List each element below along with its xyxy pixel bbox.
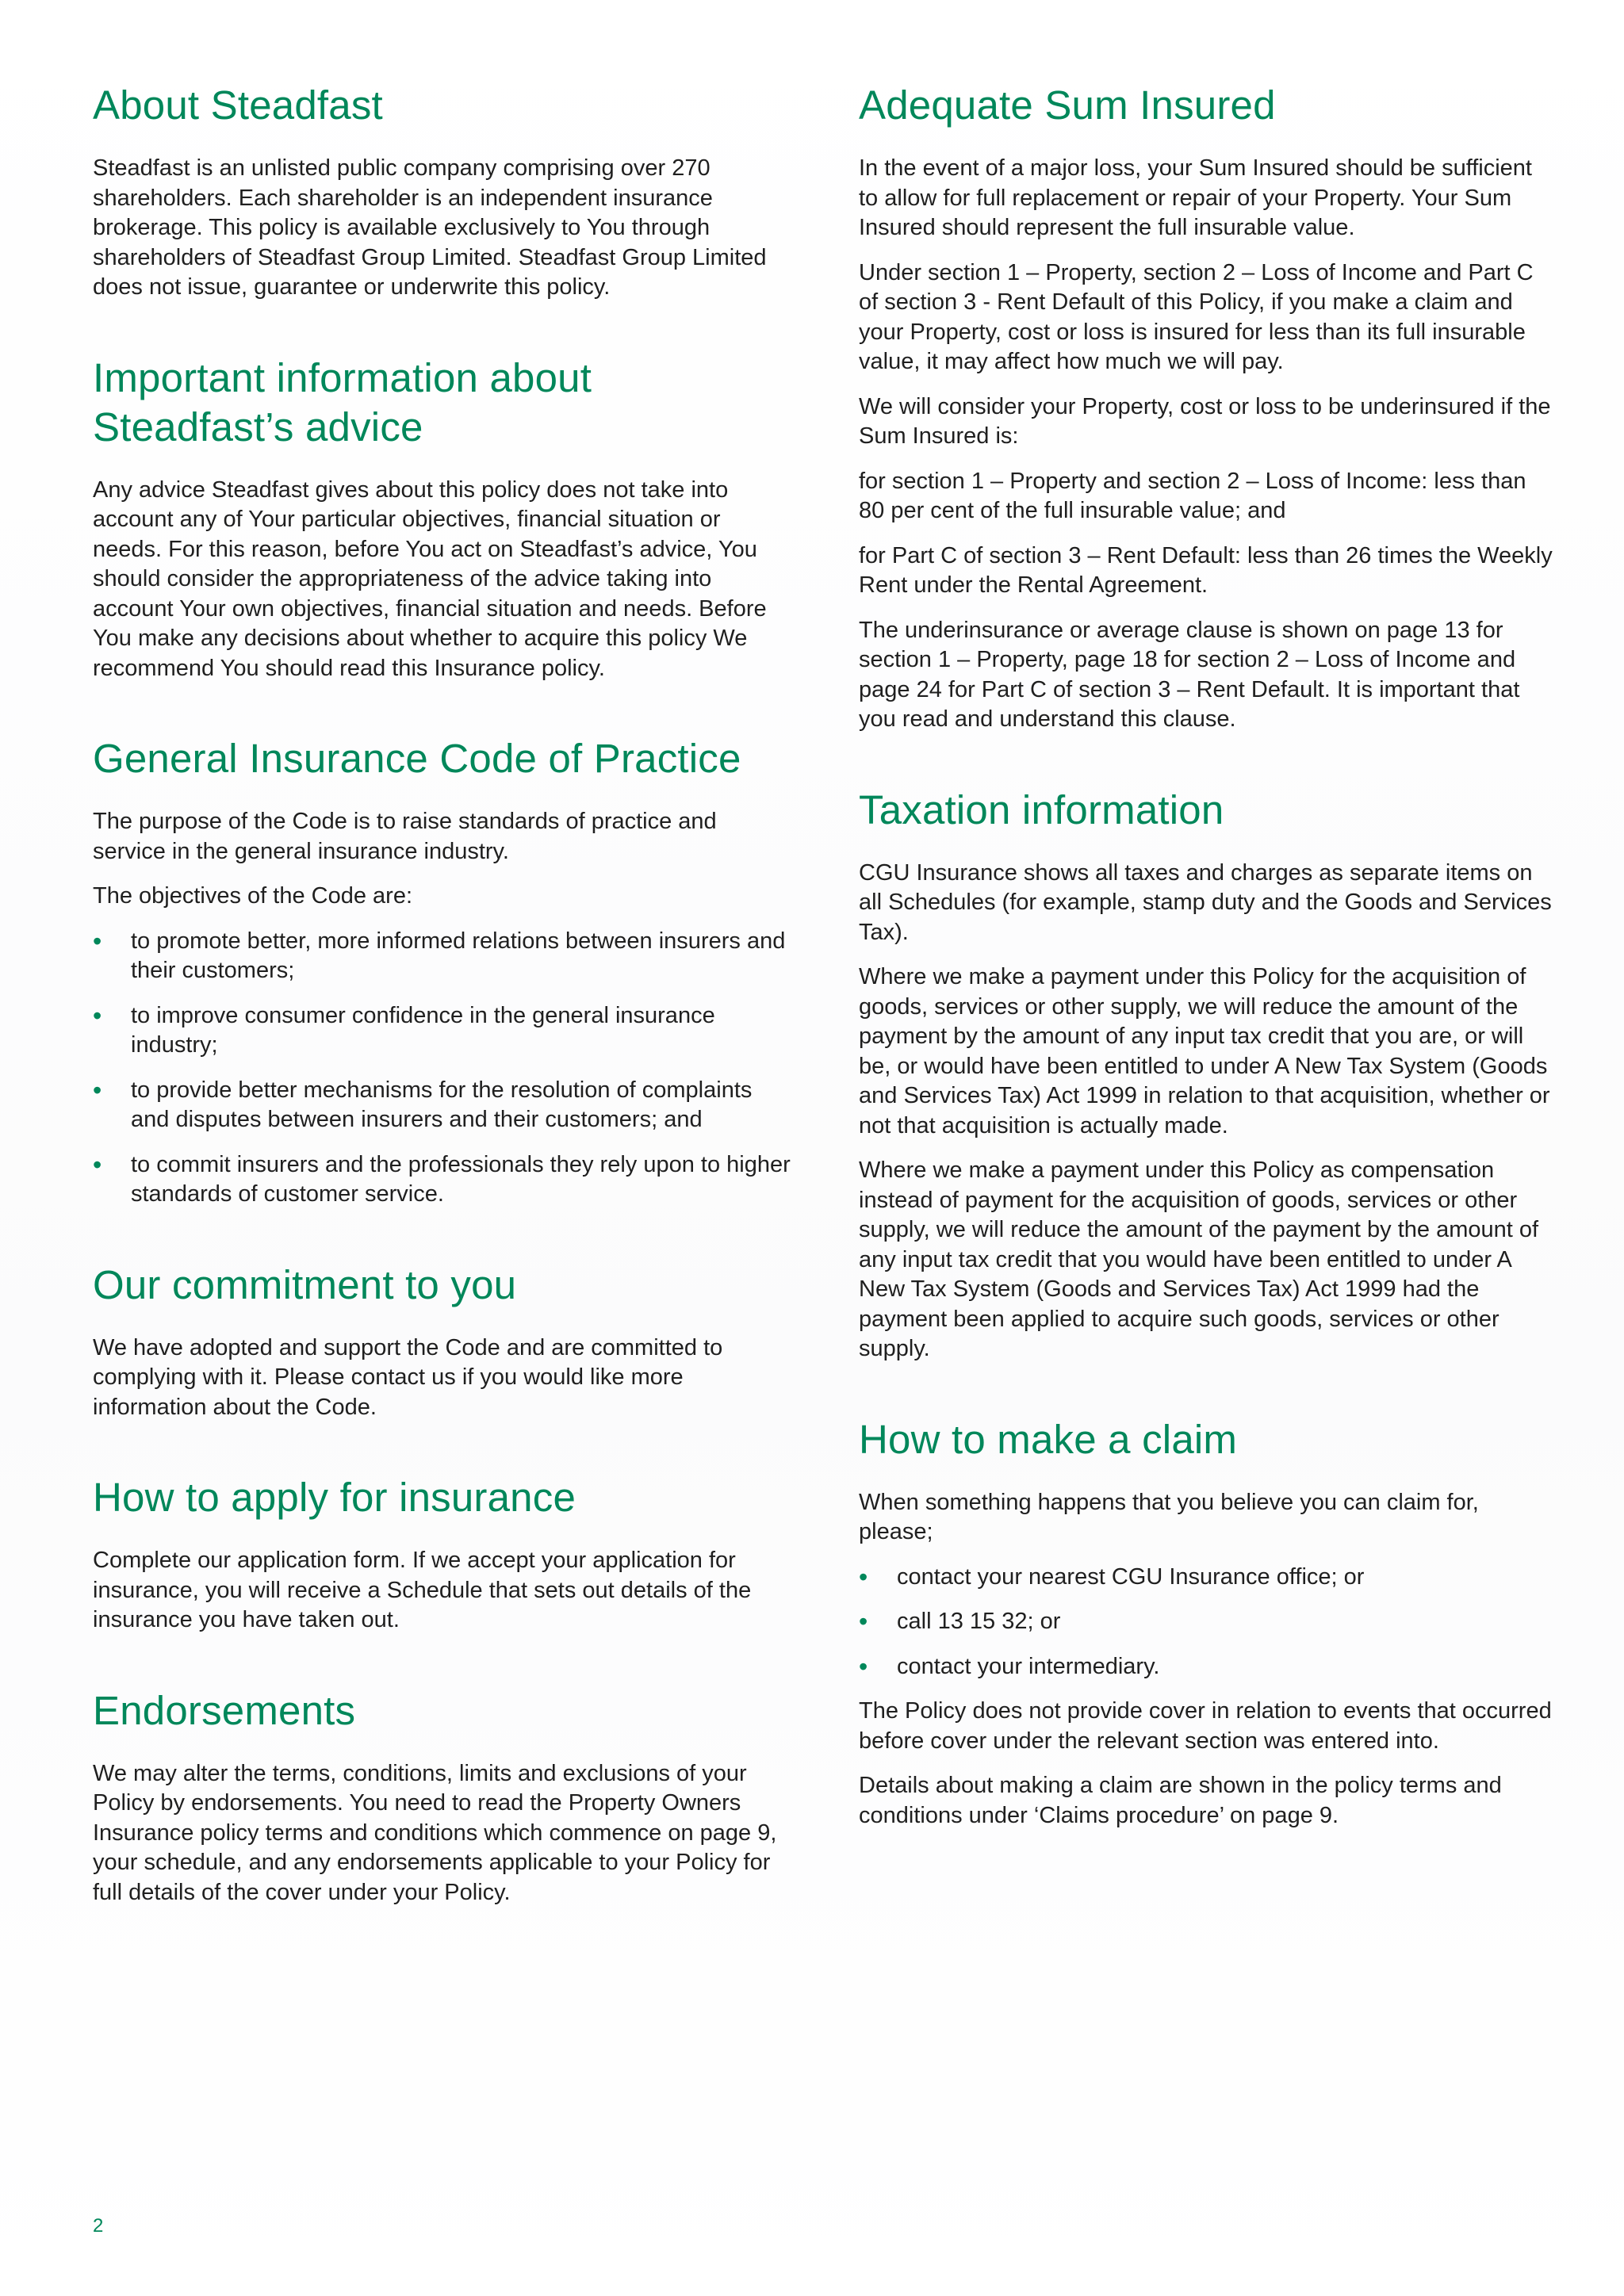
endorsements-heading: Endorsements — [93, 1687, 356, 1733]
list-item: • to commit insurers and the professionals they rely upon to higher standards of customer service. — [93, 1150, 791, 1210]
steadfast-advice-heading-line2: Steadfast’s advice — [93, 404, 423, 450]
how-to-apply-heading: How to apply for insurance — [93, 1475, 576, 1520]
section-endorsements — [93, 1686, 791, 1908]
section-code-of-practice — [93, 734, 791, 1210]
code-purpose-paragraph: The purpose of the Code is to raise standards of practice and service in the general insurance industry. — [93, 809, 717, 864]
list-item: • to improve consumer confidence in the general insurance industry; — [93, 1001, 791, 1061]
claim-steps-list — [859, 1563, 1557, 1682]
section-steadfast-advice — [93, 354, 791, 684]
steadfast-advice-heading-line1: Important information about — [93, 354, 592, 400]
right-column — [859, 81, 1557, 1881]
section-how-to-make-a-claim — [859, 1415, 1557, 1831]
sum-insured-paragraph-1: In the event of a major loss, your Sum Insured should be sufficient to allow for full replacement or repair of your Property. Your Sum Insured should represent the full insurable value. — [859, 155, 1532, 240]
code-objectives-list — [93, 927, 791, 1210]
section-adequate-sum-insured — [859, 81, 1557, 735]
left-column — [93, 81, 791, 1958]
claim-intro-paragraph: When something happens that you believe you can claim for, please; — [859, 1489, 1479, 1544]
claim-cover-paragraph: The Policy does not provide cover in relation to events that occurred before cover under the relevant section was entered into. — [859, 1698, 1552, 1754]
sum-insured-paragraph-6: The underinsurance or average clause is shown on page 13 for section 1 – Property, page 18 for section 2 – Loss of Income and page 24 for Part C of section 3 – Rent Default. It is important that you read and understand this clause. — [859, 617, 1520, 732]
claim-details-paragraph: Details about making a claim are shown in the policy terms and conditions under ‘Claims procedure’ on page 9. — [859, 1773, 1502, 1828]
section-about-steadfast — [93, 81, 791, 303]
code-objectives-intro: The objectives of the Code are: — [93, 883, 413, 909]
taxation-paragraph-3: Where we make a payment under this Policy as compensation instead of payment for the acquisition of goods, services or other supply, we will reduce the amount of the payment by the amount of any input tax credit that you would have been entitled to under A New Tax System (Goods and Services Tax) Act 1999 had the payment been applied to acquire such goods, services or other supply. — [859, 1158, 1539, 1361]
list-item: • contact your intermediary. — [859, 1652, 1557, 1682]
section-our-commitment — [93, 1261, 791, 1423]
taxation-information-heading: Taxation information — [859, 786, 1224, 832]
sum-insured-paragraph-5: for Part C of section 3 – Rent Default: less than 26 times the Weekly Rent under the Rental Agreement. — [859, 542, 1553, 598]
adequate-sum-insured-heading: Adequate Sum Insured — [859, 82, 1276, 128]
sum-insured-paragraph-3: We will consider your Property, cost or loss to be underinsured if the Sum Insured is: — [859, 393, 1551, 449]
page-number: 2 — [93, 2215, 104, 2237]
how-to-apply-paragraph: Complete our application form. If we accept your application for insurance, you will receive a Schedule that sets out details of the insurance you have taken out. — [93, 1548, 752, 1632]
sum-insured-paragraph-4: for section 1 – Property and section 2 – Loss of Income: less than 80 per cent of the full insurable value; and — [859, 468, 1526, 523]
list-item: • to provide better mechanisms for the resolution of complaints and disputes between insurers and their customers; and — [93, 1076, 791, 1135]
our-commitment-heading: Our commitment to you — [93, 1261, 517, 1307]
about-steadfast-heading: About Steadfast — [93, 82, 383, 128]
code-of-practice-heading: General Insurance Code of Practice — [93, 736, 741, 781]
taxation-paragraph-1: CGU Insurance shows all taxes and charges as separate items on all Schedules (for example, stamp duty and the Goods and Services Tax). — [859, 859, 1552, 945]
section-how-to-apply — [93, 1473, 791, 1636]
list-item: • to promote better, more informed relations between insurers and their customers; — [93, 927, 791, 986]
steadfast-advice-heading — [93, 354, 791, 452]
endorsements-paragraph: We may alter the terms, conditions, limits and exclusions of your Policy by endorsements. You need to read the Property Owners Insurance policy terms and conditions which commence on page 9, your schedule, and any endorsements applicable to your Policy for full details of the cover under your Policy. — [93, 1760, 777, 1905]
steadfast-advice-paragraph: Any advice Steadfast gives about this policy does not take into account any of Your particular objectives, financial situation or needs. For this reason, before You act on Steadfast’s advice, You should consider the appropriateness of the advice taking into account Your own objectives, financial situation and needs. Before You make any decisions about whether to acquire this policy We recommend You should read this Insurance policy. — [93, 476, 767, 681]
section-taxation-information — [859, 786, 1557, 1364]
about-steadfast-paragraph: Steadfast is an unlisted public company comprising over 270 shareholders. Each shareholder is an independent insurance brokerage. This policy is available exclusively to You through shareholders of Steadfast Group Limited. Steadfast Group Limited does not issue, guarantee or underwrite this policy. — [93, 155, 767, 300]
list-item: • call 13 15 32; or — [859, 1607, 1557, 1637]
taxation-paragraph-2: Where we make a payment under this Policy for the acquisition of goods, services or other supply, we will reduce the amount of the payment by the amount of any input tax credit that you are, or will be, or would have been entitled to under A New Tax System (Goods and Services Tax) Act 1999 in relation to that acquisition, whether or not that acquisition is actually made. — [859, 964, 1550, 1138]
our-commitment-paragraph: We have adopted and support the Code and are committed to complying with it. Please contact us if you would like more information about the Code. — [93, 1334, 723, 1420]
how-to-make-a-claim-heading: How to make a claim — [859, 1416, 1238, 1462]
sum-insured-paragraph-2: Under section 1 – Property, section 2 – Loss of Income and Part C of section 3 - Rent Default of this Policy, if you make a claim and your Property, cost or loss is insured for less than its full insurable value, it may affect how much we will pay. — [859, 259, 1534, 374]
list-item: • contact your nearest CGU Insurance office; or — [859, 1563, 1557, 1593]
